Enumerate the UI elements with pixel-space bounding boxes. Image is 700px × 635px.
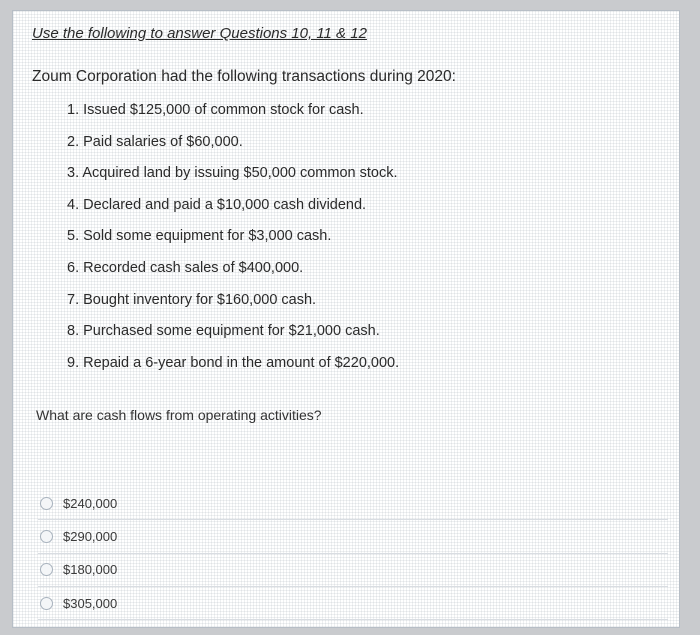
question-text: What are cash flows from operating activities? <box>36 407 322 423</box>
transaction-item: 6. Recorded cash sales of $400,000. <box>67 259 304 276</box>
answer-option[interactable] <box>38 554 668 587</box>
answer-option[interactable] <box>38 587 668 620</box>
transaction-item: 2. Paid salaries of $60,000. <box>67 133 243 150</box>
transaction-item: 9. Repaid a 6-year bond in the amount of $220,000. <box>67 354 400 371</box>
transaction-item: 7. Bought inventory for $160,000 cash. <box>67 291 317 308</box>
answer-option-label[interactable]: $240,000 <box>63 495 118 511</box>
answer-option-label[interactable]: $180,000 <box>63 562 118 578</box>
question-card <box>12 10 680 628</box>
answer-option[interactable] <box>38 487 668 520</box>
answer-option-label[interactable]: $305,000 <box>63 595 118 611</box>
radio-button[interactable] <box>40 597 53 610</box>
transaction-item: 4. Declared and paid a $10,000 cash dividend. <box>67 196 367 213</box>
transaction-item: 8. Purchased some equipment for $21,000 cash. <box>67 323 380 340</box>
question-heading: Use the following to answer Questions 10, 11 & 12 <box>32 25 367 42</box>
transaction-list <box>67 100 399 384</box>
transaction-item: 1. Issued $125,000 of common stock for cash. <box>67 102 364 118</box>
intro-text: Zoum Corporation had the following transactions during 2020: <box>32 68 456 85</box>
answer-option[interactable] <box>38 520 668 553</box>
transaction-item: 3. Acquired land by issuing $50,000 common stock. <box>67 165 398 182</box>
answer-option-label[interactable]: $290,000 <box>63 528 118 544</box>
answer-options <box>38 487 668 620</box>
radio-button[interactable] <box>40 530 53 543</box>
radio-button[interactable] <box>40 497 53 510</box>
radio-button[interactable] <box>40 563 53 576</box>
transaction-item: 5. Sold some equipment for $3,000 cash. <box>67 228 332 245</box>
